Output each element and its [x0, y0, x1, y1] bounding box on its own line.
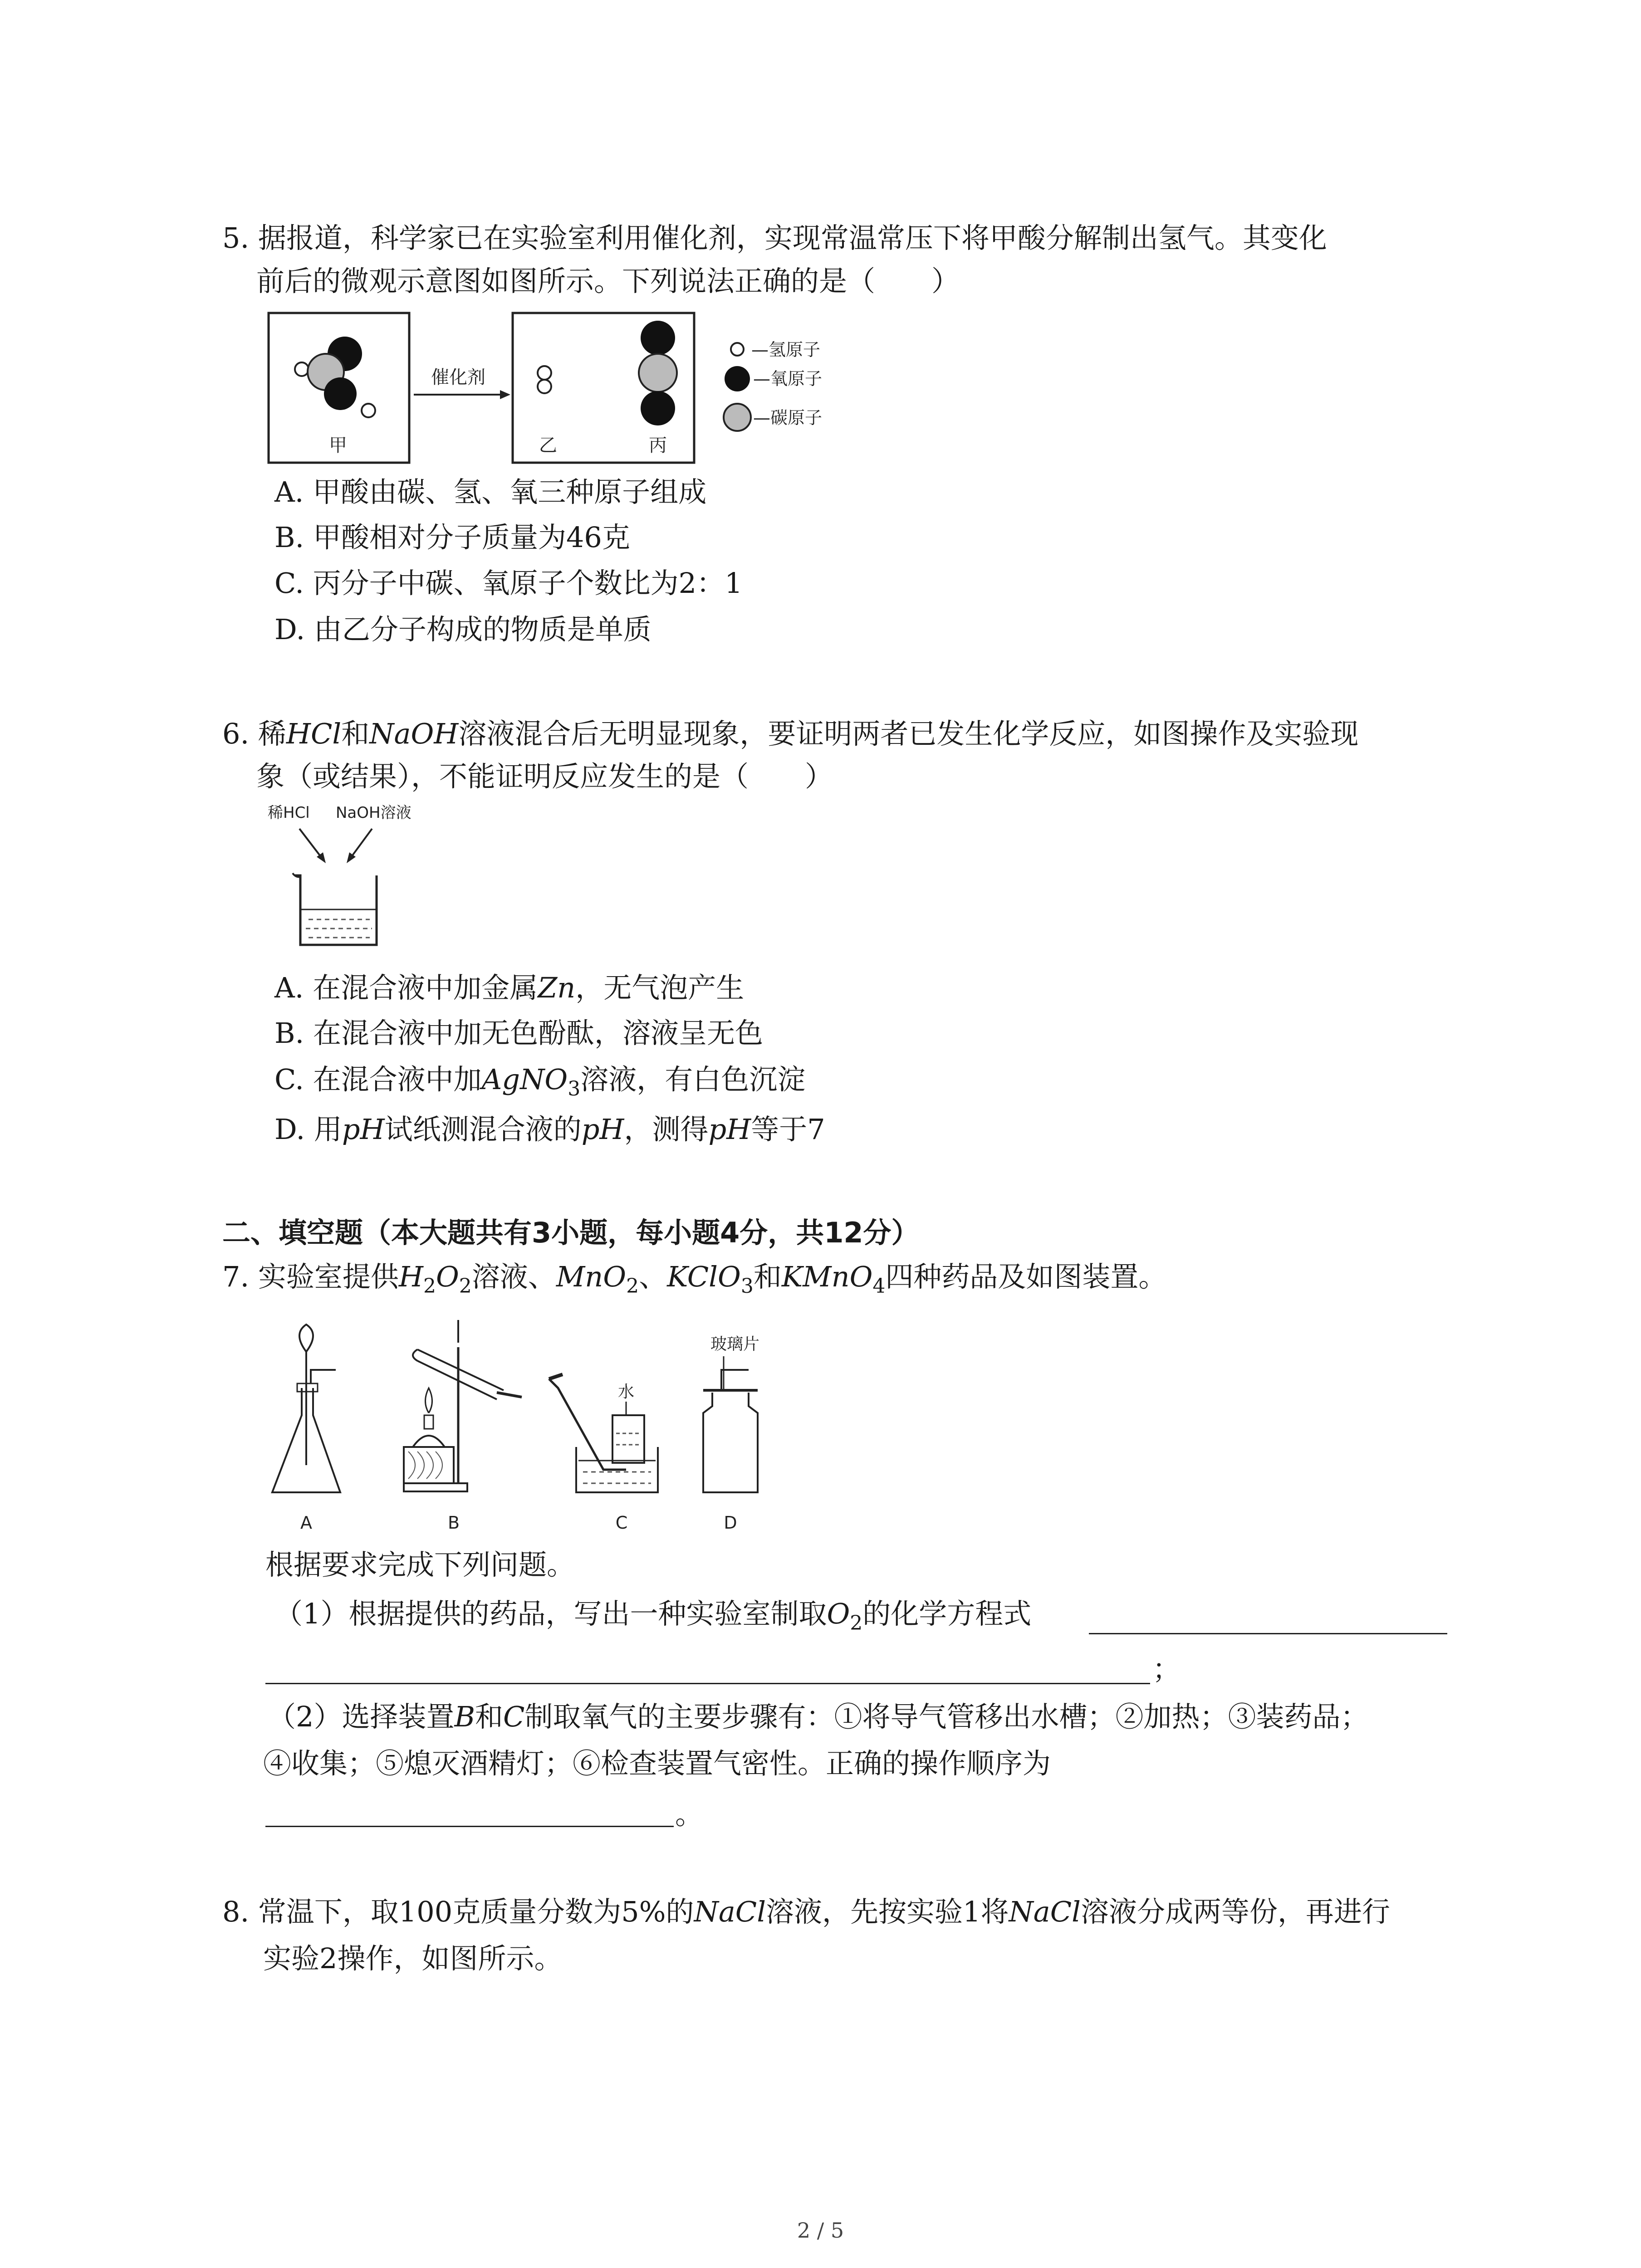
page-number: 2 / 5 — [797, 2218, 844, 2243]
q7-stem: 7. 实验室提供$H_2O_2$溶液、MnO$_2$、KClO$_3$和KMnO$_4$四种药品及如图装置。 — [222, 1260, 1167, 1298]
legend-oxygen-label: —氧原子 — [753, 369, 823, 389]
section-heading: 二、填空题（本大题共有3小题，每小题4分，共12分） — [222, 1216, 920, 1249]
q7-part2-answer-blank[interactable] — [265, 1799, 674, 1827]
label-naoh-solution: NaOH溶液 — [336, 804, 411, 822]
apparatus-label-c: C — [615, 1513, 628, 1533]
hydrogen-atom — [538, 366, 551, 380]
q6-option-c[interactable]: C. 在混合液中加AgNO$_3$溶液，有白色沉淀 — [274, 1063, 806, 1100]
apparatus-label-a: A — [300, 1513, 312, 1533]
oxygen-atom — [324, 377, 357, 410]
hydrogen-atom — [362, 404, 375, 417]
legend-carbon-label: —碳原子 — [753, 408, 823, 428]
q5-stem-line1: 5. 据报道，科学家已在实验室利用催化剂，实现常温常压下将甲酸分解制出氢气。其变化 — [222, 221, 1327, 254]
q6-stem-line1: 6. 稀HCl和NaOH溶液混合后无明显现象，要证明两者已发生化学反应，如图操作及实验现 — [222, 717, 1359, 750]
label-yi: 乙 — [539, 435, 557, 456]
water-label: 水 — [617, 1383, 635, 1401]
q7-part1-answer-blank-2[interactable] — [265, 1656, 1150, 1684]
q5-option-a[interactable]: A. 甲酸由碳、氢、氧三种原子组成 — [274, 475, 707, 508]
carbon-atom — [639, 354, 677, 392]
legend-hydrogen-icon — [731, 343, 744, 356]
q6-option-a[interactable]: A. 在混合液中加金属Zn，无气泡产生 — [274, 971, 745, 1004]
apparatus-d — [703, 1335, 759, 1533]
label-bing: 丙 — [649, 435, 667, 456]
q6-stem-line2: 象（或结果），不能证明反应发生的是（ ） — [256, 760, 833, 793]
apparatus-c — [549, 1374, 658, 1533]
apparatus-label-d: D — [724, 1513, 737, 1533]
q7-part1: （1）根据提供的药品，写出一种实验室制取$O_2$的化学方程式 — [274, 1597, 1032, 1635]
q5-option-d[interactable]: D. 由乙分子构成的物质是单质 — [274, 613, 652, 646]
legend-carbon-icon — [724, 404, 751, 431]
apparatus-a — [272, 1325, 340, 1533]
q6-option-b[interactable]: B. 在混合液中加无色酚酞，溶液呈无色 — [274, 1017, 763, 1050]
q7-part1-semicolon: ； — [1152, 1652, 1181, 1686]
q6-beaker-diagram — [268, 801, 440, 950]
apparatus-label-b: B — [447, 1513, 460, 1533]
hydrogen-atom — [295, 362, 309, 376]
label-dilute-hcl: 稀HCl — [268, 804, 310, 822]
legend-oxygen-icon — [725, 366, 750, 391]
oxygen-atom — [641, 321, 675, 355]
q8-stem-line1: 8. 常温下，取100克质量分数为5%的NaCl溶液，先按实验1将NaCl溶液分成两等份，再进行 — [222, 1895, 1390, 1928]
q6-option-d[interactable]: D. 用pH试纸测混合液的pH，测得pH等于7 — [274, 1113, 825, 1146]
catalyst-label: 催化剂 — [431, 367, 485, 388]
glass-plate-label: 玻璃片 — [710, 1335, 760, 1354]
q7-part2-period: 。 — [675, 1798, 704, 1831]
q7-part1-answer-blank-1[interactable] — [1089, 1606, 1447, 1634]
q7-part2-line1: （2）选择装置B和C制取氧气的主要步骤有：①将导气管移出水槽；②加热；③装药品； — [268, 1700, 1369, 1733]
legend-hydrogen-label: —氢原子 — [751, 340, 821, 360]
q5-option-b[interactable]: B. 甲酸相对分子质量为46克 — [274, 521, 630, 554]
apparatus-b — [404, 1320, 522, 1533]
q8-stem-line2: 实验2操作，如图所示。 — [263, 1942, 563, 1975]
q5-option-c[interactable]: C. 丙分子中碳、氧原子个数比为2：1 — [274, 567, 743, 600]
q7-intro: 根据要求完成下列问题。 — [265, 1548, 575, 1581]
q5-diagram — [268, 313, 871, 463]
oxygen-atom — [641, 391, 675, 425]
q5-stem-line2: 前后的微观示意图如图所示。下列说法正确的是（ ） — [256, 264, 960, 298]
q7-apparatus-diagram — [268, 1315, 812, 1538]
q7-part2-line2: ④收集；⑤熄灭酒精灯；⑥检查装置气密性。正确的操作顺序为 — [263, 1747, 1051, 1780]
label-jia: 甲 — [329, 435, 347, 456]
hydrogen-atom — [538, 380, 551, 393]
arrow-head — [500, 390, 510, 399]
